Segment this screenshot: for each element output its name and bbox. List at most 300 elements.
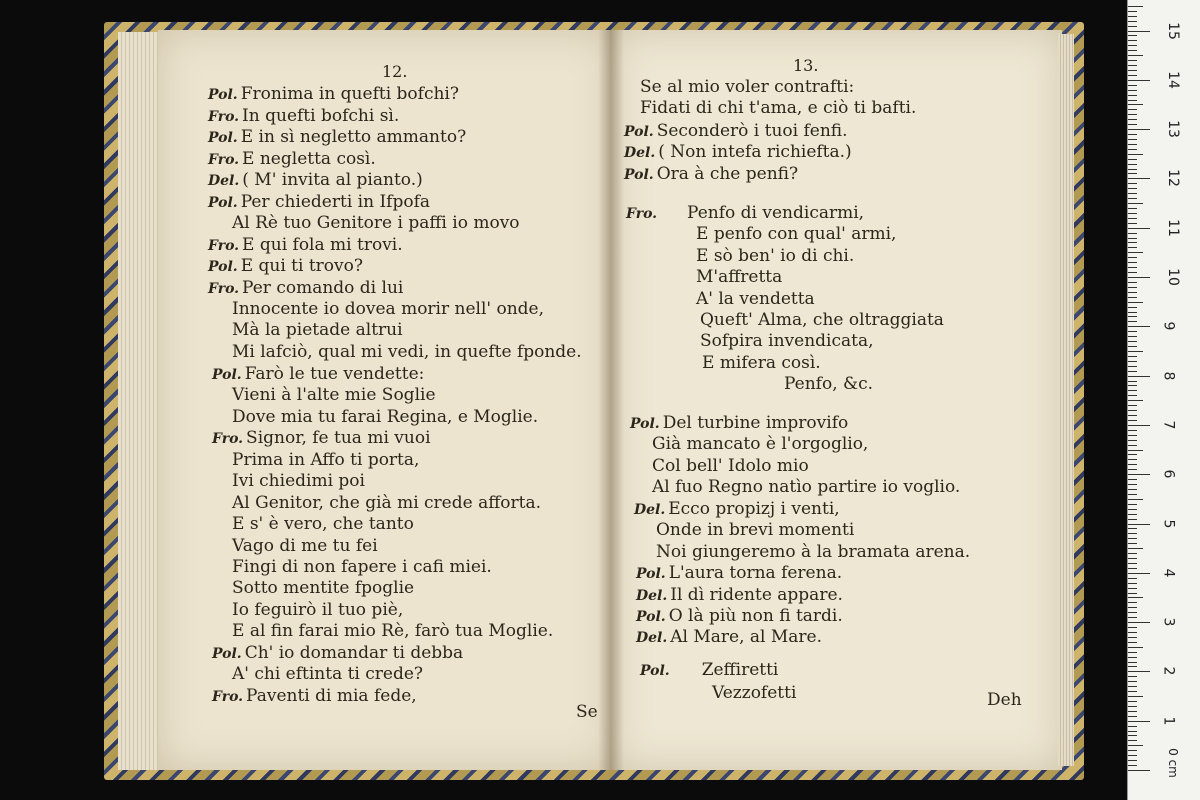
ruler-tick [1128, 489, 1137, 490]
right-page-line [636, 563, 842, 585]
ruler-tick [1128, 70, 1137, 71]
right-page-line [652, 477, 960, 498]
line-text: Farò le tue vendette: [244, 364, 425, 384]
ruler-tick [1128, 154, 1143, 155]
ruler-tick [1128, 528, 1137, 529]
speaker-label: Fro. [212, 431, 244, 447]
ruler-tick [1128, 617, 1137, 618]
ruler-tick [1128, 188, 1137, 189]
left-page-line [208, 170, 423, 192]
ruler-tick [1128, 316, 1137, 317]
right-page-line [636, 606, 843, 628]
line-text: In quefti bofchi sì. [242, 106, 400, 126]
ruler-tick [1128, 735, 1137, 736]
right-page-line [640, 77, 854, 98]
line-text: O là più non fi tardi. [668, 606, 843, 626]
line-text: Queft' Alma, che oltraggiata [700, 310, 944, 330]
speaker-label: Pol. [624, 167, 654, 183]
ruler-tick [1128, 701, 1137, 702]
ruler-tick [1128, 593, 1137, 594]
ruler-tick [1128, 198, 1137, 199]
left-page-line [212, 686, 417, 708]
right-page-number: 13. [793, 56, 819, 75]
ruler-tick [1128, 312, 1137, 313]
ruler-number: 4 [1160, 568, 1177, 578]
left-page-line [232, 600, 403, 621]
ruler-tick [1128, 203, 1143, 204]
ruler-tick [1128, 499, 1143, 500]
ruler-tick [1128, 652, 1137, 653]
line-text: Penfo, &c. [784, 374, 874, 394]
speaker-label: Del. [624, 145, 656, 161]
ruler-tick [1128, 238, 1137, 239]
ruler-tick [1128, 272, 1137, 273]
ruler-tick [1128, 538, 1137, 539]
left-page-line [232, 493, 541, 514]
ruler-tick [1128, 573, 1150, 574]
ruler-tick [1128, 395, 1137, 396]
right-page-line [696, 289, 815, 310]
ruler-tick [1128, 297, 1137, 298]
ruler-tick [1128, 770, 1150, 771]
speaker-label: Fro. [208, 238, 240, 254]
ruler-tick [1128, 681, 1137, 682]
ruler-tick [1128, 597, 1143, 598]
line-text: A' chi eftinta ti crede? [232, 664, 424, 684]
left-page-line [208, 84, 459, 106]
ruler-number: 7 [1160, 420, 1177, 430]
speaker-label: Pol. [630, 416, 660, 432]
ruler-tick [1128, 464, 1137, 465]
ruler-tick [1128, 75, 1137, 76]
ruler-tick [1128, 178, 1150, 179]
ruler-tick [1128, 109, 1137, 110]
line-text: Noi giungeremo à la bramata arena. [656, 542, 971, 562]
ruler-tick [1128, 760, 1137, 761]
right-page-line [696, 224, 896, 245]
left-page-line [208, 278, 403, 300]
ruler-number: 13 [1164, 120, 1181, 139]
ruler-tick [1128, 588, 1137, 589]
ruler-tick [1128, 666, 1137, 667]
line-text: Sofpira invendicata, [700, 331, 874, 351]
ruler-tick [1128, 159, 1137, 160]
ruler-tick [1128, 405, 1137, 406]
ruler-tick [1128, 144, 1137, 145]
ruler-tick [1128, 622, 1150, 623]
line-text: E qui fola mi trovi. [242, 235, 403, 255]
ruler-unit-label: 0 cm [1165, 748, 1180, 778]
ruler-tick [1128, 450, 1143, 451]
ruler-tick [1128, 647, 1143, 648]
ruler-tick [1128, 21, 1137, 22]
ruler-tick [1128, 129, 1150, 130]
line-text: Dove mia tu farai Regina, e Moglie. [232, 407, 539, 427]
right-page-line [640, 98, 916, 119]
right-page-line [626, 203, 864, 225]
ruler-tick [1128, 26, 1137, 27]
book-gutter [598, 30, 624, 770]
ruler-tick [1128, 40, 1137, 41]
speaker-label: Del. [636, 630, 668, 646]
line-text: Già mancato è l'orgoglio, [652, 434, 869, 454]
ruler-tick [1128, 607, 1137, 608]
line-text: Signor, fe tua mi vuoi [246, 428, 431, 448]
ruler-tick [1128, 583, 1137, 584]
ruler-tick [1128, 479, 1137, 480]
ruler-tick [1128, 484, 1137, 485]
ruler-tick [1128, 361, 1137, 362]
line-text: Vieni à l'alte mie Soglie [232, 385, 436, 405]
line-text: Sotto mentite fpoglie [232, 578, 415, 598]
ruler-tick [1128, 765, 1137, 766]
left-page-line [212, 428, 431, 450]
ruler-tick [1128, 331, 1137, 332]
ruler-tick [1128, 149, 1137, 150]
ruler-tick [1128, 45, 1137, 46]
line-text: L'aura torna ferena. [668, 563, 843, 583]
ruler-tick [1128, 6, 1143, 7]
right-page-line [624, 164, 798, 186]
left-page-line [232, 514, 414, 535]
ruler-number: 2 [1160, 666, 1177, 676]
line-text: M'affretta [696, 267, 783, 287]
line-text: Col bell' Idolo mio [652, 456, 809, 476]
ruler-tick [1128, 632, 1137, 633]
ruler-tick [1128, 454, 1137, 455]
right-catchword: Deh [987, 690, 1022, 710]
ruler-tick [1128, 637, 1137, 638]
line-text: Il dì ridente appare. [670, 585, 843, 605]
ruler-number: 3 [1160, 617, 1177, 627]
left-page-line [208, 192, 430, 214]
ruler-tick [1128, 247, 1137, 248]
ruler-tick [1128, 494, 1137, 495]
right-page-line [624, 142, 852, 164]
speaker-label: Fro. [626, 206, 658, 222]
line-text: Mi lafciò, qual mi vedi, in quefte fponde. [232, 342, 582, 362]
ruler-tick [1128, 548, 1143, 549]
ruler-tick [1128, 16, 1137, 17]
line-text: Prima in Affo ti porta, [232, 450, 420, 470]
ruler-tick [1128, 60, 1137, 61]
line-text: Paventi di mia fede, [246, 686, 417, 706]
ruler-tick [1128, 183, 1137, 184]
ruler-tick [1128, 459, 1137, 460]
line-text: E qui ti trovo? [240, 256, 363, 276]
speaker-label: Fro. [208, 281, 240, 297]
speaker-label: Fro. [212, 689, 244, 705]
ruler-tick [1128, 351, 1143, 352]
line-text: Onde in brevi momenti [656, 520, 855, 540]
speaker-label: Del. [208, 173, 240, 189]
left-page-line [232, 407, 538, 428]
ruler-tick [1128, 292, 1137, 293]
right-page-line [712, 683, 796, 704]
line-text: E mifera così. [702, 353, 821, 373]
left-page-line [232, 621, 553, 642]
line-text: Al fuo Regno natìo partire io voglio. [652, 477, 961, 497]
ruler-tick [1128, 686, 1137, 687]
ruler-tick [1128, 119, 1137, 120]
ruler-tick [1128, 228, 1150, 229]
line-text: Penfo di vendicarmi, [687, 203, 865, 223]
ruler-tick [1128, 740, 1137, 741]
ruler-tick [1128, 474, 1150, 475]
ruler-tick [1128, 321, 1137, 322]
left-page-line [212, 364, 424, 386]
line-text: Al Genitor, che già mi crede afforta. [232, 493, 542, 513]
line-text: Fronima in quefti bofchi? [240, 84, 459, 104]
line-text: ( Non intefa richiefta.) [658, 142, 852, 162]
ruler-tick [1128, 302, 1143, 303]
speaker-label: Pol. [624, 124, 654, 140]
line-text: Zeffiretti [701, 660, 779, 680]
line-text: E s' è vero, che tanto [232, 514, 414, 534]
left-page-line [232, 664, 423, 685]
ruler-tick [1128, 612, 1137, 613]
ruler-tick [1128, 218, 1137, 219]
ruler-tick [1128, 415, 1137, 416]
ruler-tick [1128, 445, 1137, 446]
ruler-tick [1128, 543, 1137, 544]
ruler-tick [1128, 341, 1137, 342]
ruler-tick [1128, 55, 1143, 56]
speaker-label: Pol. [208, 195, 238, 211]
ruler-tick [1128, 139, 1137, 140]
ruler-number: 6 [1160, 469, 1177, 479]
speaker-label: Pol. [208, 130, 238, 146]
ruler-tick [1128, 524, 1150, 525]
ruler-tick [1128, 696, 1143, 697]
ruler-number: 10 [1164, 268, 1181, 286]
ruler-tick [1128, 104, 1143, 105]
left-page-line [212, 643, 463, 665]
right-page-line [784, 374, 873, 395]
ruler-tick [1128, 726, 1137, 727]
speaker-label: Pol. [636, 566, 666, 582]
left-page-line [232, 342, 582, 363]
ruler-tick [1128, 390, 1137, 391]
line-text: A' la vendetta [696, 289, 815, 309]
ruler-number: 11 [1164, 218, 1181, 237]
ruler-tick [1128, 706, 1137, 707]
left-catchword: Se [576, 702, 598, 722]
right-page-line [640, 660, 778, 682]
ruler-tick [1128, 509, 1137, 510]
line-text: Ivi chiedimi poi [232, 471, 365, 491]
scale-ruler [1127, 0, 1200, 800]
right-page-line [700, 310, 944, 331]
ruler-tick [1128, 410, 1137, 411]
ruler-tick [1128, 213, 1137, 214]
ruler-number: 12 [1164, 169, 1181, 188]
ruler-tick [1128, 430, 1137, 431]
ruler-tick [1128, 381, 1137, 382]
ruler-number: 15 [1164, 21, 1181, 40]
ruler-tick [1128, 50, 1137, 51]
ruler-tick [1128, 173, 1137, 174]
speaker-label: Pol. [636, 609, 666, 625]
ruler-tick [1128, 287, 1137, 288]
line-text: Se al mio voler contrafti: [640, 77, 855, 97]
ruler-tick [1128, 745, 1143, 746]
ruler-tick [1128, 627, 1137, 628]
line-text: E al fin farai mio Rè, farò tua Moglie. [232, 621, 554, 641]
left-page-line [232, 450, 419, 471]
ruler-tick [1128, 602, 1137, 603]
ruler-tick [1128, 425, 1150, 426]
left-page-line [232, 299, 544, 320]
ruler-tick [1128, 376, 1150, 377]
line-text: ( M' invita al pianto.) [242, 170, 423, 190]
speaker-label: Del. [636, 588, 668, 604]
line-text: Mà la pietade altrui [232, 320, 403, 340]
ruler-number: 9 [1160, 321, 1177, 331]
ruler-tick [1128, 252, 1143, 253]
ruler-tick [1128, 282, 1137, 283]
ruler-tick [1128, 711, 1137, 712]
ruler-tick [1128, 346, 1137, 347]
right-page-line [624, 121, 848, 143]
line-text: Innocente io dovea morir nell' onde, [232, 299, 545, 319]
ruler-tick [1128, 267, 1137, 268]
speaker-label: Pol. [640, 663, 670, 679]
ruler-tick [1128, 420, 1137, 421]
left-page-line [208, 106, 399, 128]
ruler-tick [1128, 336, 1137, 337]
page-stack-edge-right [1058, 34, 1074, 766]
ruler-tick [1128, 662, 1137, 663]
ruler-tick [1128, 553, 1137, 554]
right-page-line [652, 456, 809, 477]
ruler-tick [1128, 257, 1137, 258]
speaker-label: Pol. [212, 367, 242, 383]
ruler-tick [1128, 223, 1137, 224]
right-page-line [700, 331, 874, 352]
ruler-tick [1128, 169, 1137, 170]
left-page-line [232, 578, 414, 599]
ruler-tick [1128, 90, 1137, 91]
ruler-tick [1128, 277, 1150, 278]
left-page-line [232, 471, 365, 492]
line-text: Al Mare, al Mare. [670, 627, 823, 647]
ruler-tick [1128, 366, 1137, 367]
line-text: E negletta così. [242, 149, 376, 169]
line-text: E penfo con qual' armi, [696, 224, 897, 244]
line-text: Fidati di chi t'ama, e ciò ti bafti. [640, 98, 917, 118]
ruler-tick [1128, 721, 1150, 722]
right-page-line [656, 542, 970, 563]
right-page-line [636, 585, 843, 607]
ruler-tick [1128, 80, 1150, 81]
ruler-tick [1128, 731, 1137, 732]
ruler-tick [1128, 262, 1137, 263]
line-text: Vago di me tu fei [232, 536, 378, 556]
ruler-tick [1128, 233, 1137, 234]
left-page-line [208, 149, 376, 171]
ruler-tick [1128, 657, 1137, 658]
ruler-number: 1 [1160, 716, 1177, 726]
line-text: Ch' io domandar ti debba [244, 643, 464, 663]
line-text: Ecco propizj i venti, [668, 499, 840, 519]
ruler-tick [1128, 307, 1137, 308]
ruler-tick [1128, 385, 1137, 386]
line-text: Io feguirò il tuo piè, [232, 600, 404, 620]
ruler-number: 8 [1160, 371, 1177, 381]
ruler-tick [1128, 134, 1137, 135]
ruler-tick [1128, 242, 1137, 243]
ruler-tick [1128, 435, 1137, 436]
speaker-label: Del. [634, 502, 666, 518]
line-text: Per comando di lui [242, 278, 404, 298]
ruler-tick [1128, 100, 1137, 101]
ruler-tick [1128, 85, 1137, 86]
left-page-line [232, 385, 436, 406]
ruler-tick [1128, 568, 1137, 569]
ruler-tick [1128, 371, 1137, 372]
left-page-line [208, 235, 403, 257]
right-page-line [630, 413, 848, 435]
ruler-tick [1128, 755, 1137, 756]
speaker-label: Fro. [208, 152, 240, 168]
ruler-tick [1128, 31, 1150, 32]
speaker-label: Pol. [208, 87, 238, 103]
ruler-tick [1128, 65, 1137, 66]
line-text: Fingi di non fapere i cafi miei. [232, 557, 492, 577]
ruler-tick [1128, 563, 1137, 564]
ruler-tick [1128, 440, 1137, 441]
ruler-tick [1128, 35, 1137, 36]
ruler-number: 5 [1160, 519, 1177, 528]
line-text: Al Rè tuo Genitore i paffi io movo [232, 213, 520, 233]
line-text: Vezzofetti [712, 683, 797, 703]
ruler-tick [1128, 164, 1137, 165]
ruler-tick [1128, 519, 1137, 520]
ruler-tick [1128, 193, 1137, 194]
right-page-line [702, 353, 821, 374]
left-page-line [232, 557, 492, 578]
line-text: E in sì negletto ammanto? [240, 127, 467, 147]
ruler-tick [1128, 356, 1137, 357]
ruler-tick [1128, 208, 1137, 209]
left-page-line [208, 256, 363, 278]
ruler-tick [1128, 671, 1150, 672]
speaker-label: Pol. [208, 259, 238, 275]
line-text: Del turbine improvifo [662, 413, 849, 433]
left-page-line [232, 320, 403, 341]
left-page-line [232, 213, 520, 234]
left-page-line [232, 536, 378, 557]
ruler-tick [1128, 124, 1137, 125]
ruler-tick [1128, 676, 1137, 677]
right-page-line [634, 499, 840, 521]
ruler-tick [1128, 642, 1137, 643]
ruler-tick [1128, 400, 1143, 401]
ruler-tick [1128, 558, 1137, 559]
line-text: Per chiederti in Ifpofa [240, 192, 431, 212]
speaker-label: Pol. [212, 646, 242, 662]
ruler-tick [1128, 326, 1150, 327]
ruler-tick [1128, 578, 1137, 579]
right-page-line [656, 520, 854, 541]
right-page-line [696, 267, 782, 288]
ruler-tick [1128, 469, 1137, 470]
ruler-tick [1128, 533, 1137, 534]
ruler-tick [1128, 95, 1137, 96]
ruler-tick [1128, 504, 1137, 505]
ruler-tick [1128, 716, 1137, 717]
